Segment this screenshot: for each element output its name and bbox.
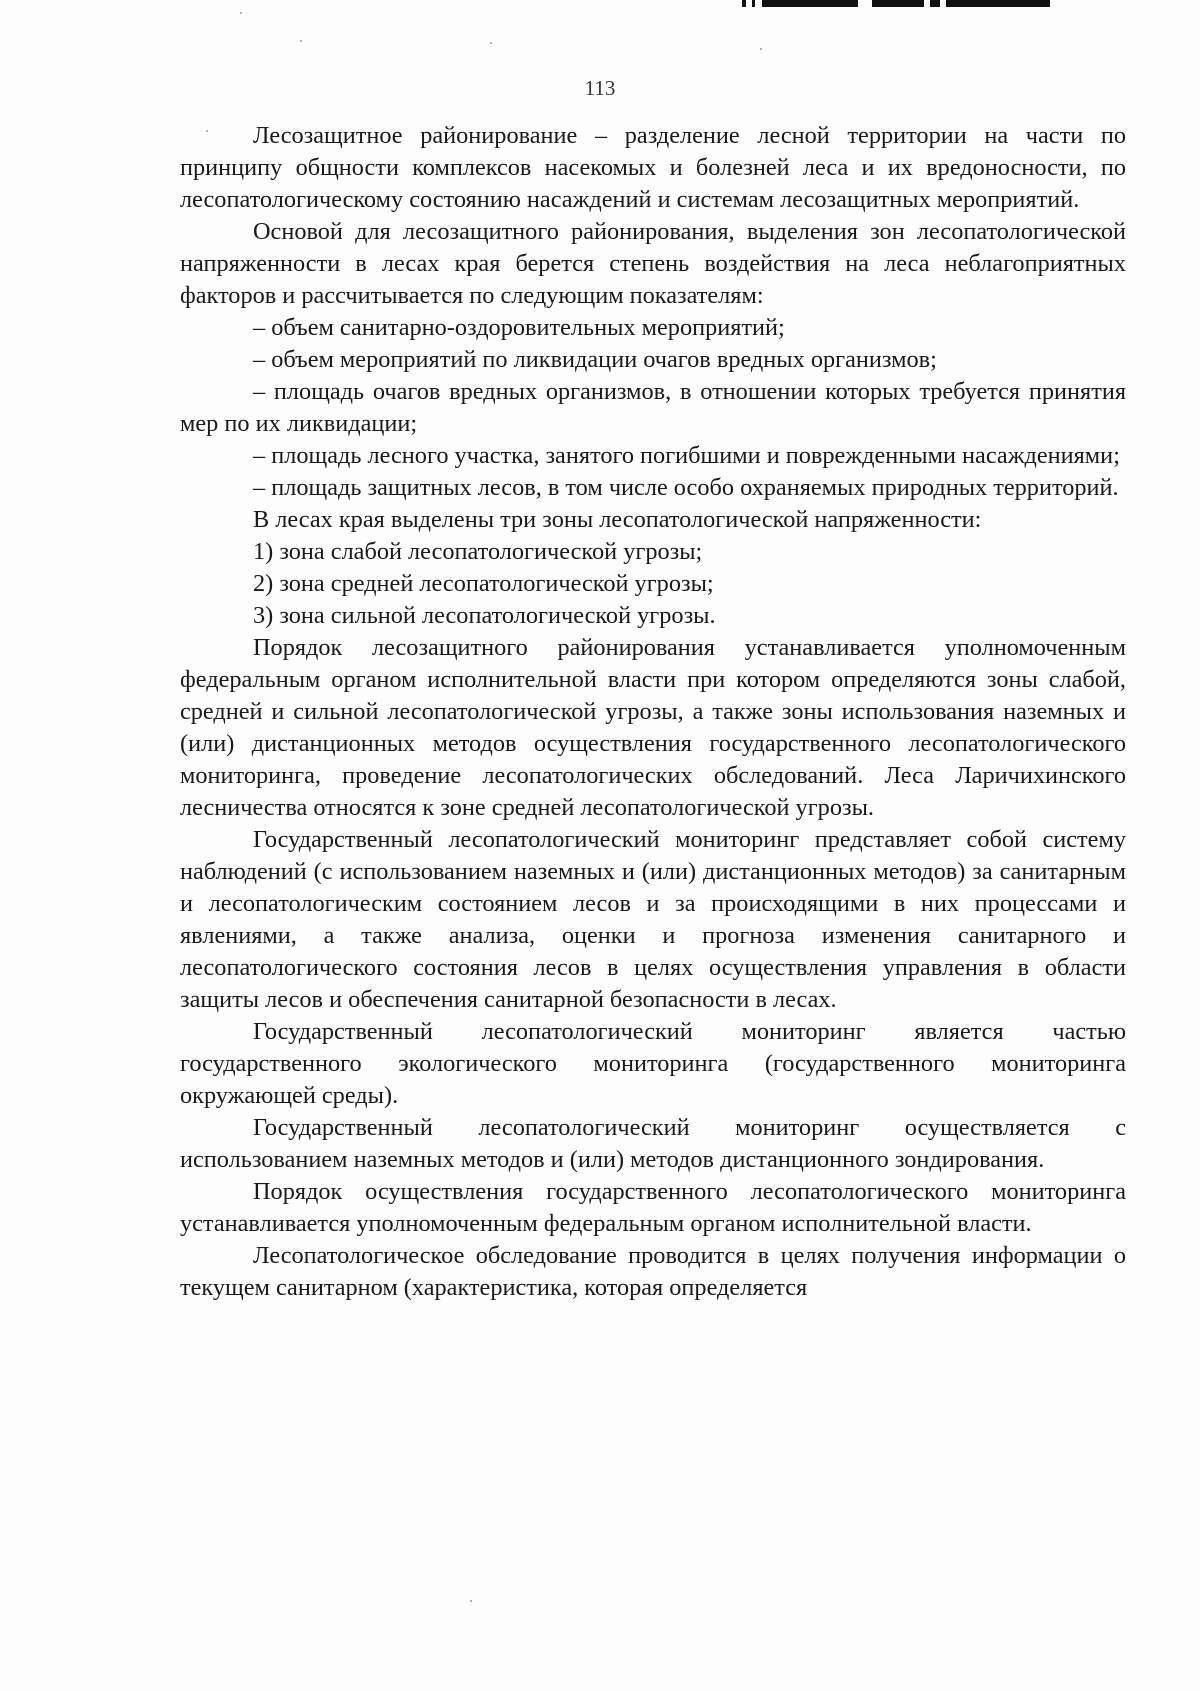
scan-artifact — [762, 0, 858, 7]
scan-artifact — [872, 0, 924, 7]
list-item: – объем санитарно-оздоровительных мероприятий; — [253, 314, 785, 341]
scan-speck — [300, 40, 302, 42]
list-item: 2) зона средней лесопатологической угрозы; — [253, 570, 714, 597]
scan-speck — [760, 48, 762, 50]
scan-speck — [490, 42, 492, 44]
page-number: 113 — [584, 76, 616, 100]
paragraph: Лесозащитное районирование – разделение лесной территории на части по принципу общности комплексов насекомых и болезней леса и их вредоносности, по лесопатологическому состоянию насаждений и системам лесозащитных мероприятий. — [180, 122, 1126, 213]
paragraph: Основой для лесозащитного районирования, выделения зон лесопатологической напряженности в лесах края берется степень воздействия на леса неблагоприятных факторов и рассчитывается по следующим показателям: — [180, 218, 1126, 309]
document-body — [180, 120, 1126, 1304]
scan-speck — [470, 1600, 472, 1602]
scan-artifact — [946, 0, 1050, 7]
paragraph: В лесах края выделены три зоны лесопатологической напряженности: — [253, 506, 982, 533]
paragraph: Государственный лесопатологический мониторинг является частью государственного экологического мониторинга (государственного мониторинга окружающей среды). — [180, 1018, 1126, 1109]
list-item: – объем мероприятий по ликвидации очагов вредных организмов; — [253, 346, 937, 373]
scan-artifact — [742, 0, 746, 7]
list-item: 3) зона сильной лесопатологической угрозы. — [253, 602, 716, 629]
paragraph: Порядок лесозащитного районирования устанавливается уполномоченным федеральным органом исполнительной власти при котором определяются зоны слабой, средней и сильной лесопатологической угрозы, а также зоны использования наземных и (или) дистанционных методов осуществления государственного лесопатологического мониторинга, проведение лесопатологических обследований. Леса Ларичихинского лесничества относятся к зоне средней лесопатологической угрозы. — [180, 634, 1126, 821]
list-item: – площадь очагов вредных организмов, в отношении которых требуется принятия мер по их ликвидации; — [180, 378, 1126, 437]
paragraph: Лесопатологическое обследование проводится в целях получения информации о текущем санитарном (характеристика, которая определяется — [180, 1242, 1126, 1301]
list-item: – площадь лесного участка, занятого погибшими и поврежденными насаждениями; — [253, 442, 1120, 469]
paragraph: Порядок осуществления государственного лесопатологического мониторинга устанавливается уполномоченным федеральным органом исполнительной власти. — [180, 1178, 1126, 1237]
scan-speck — [240, 12, 242, 14]
list-item: 1) зона слабой лесопатологической угрозы; — [253, 538, 703, 565]
paragraph: Государственный лесопатологический мониторинг представляет собой систему наблюдений (с использованием наземных и (или) дистанционных методов) за санитарным и лесопатологическим состоянием лесов и за происходящими в них процессами и явлениями, а также анализа, оценки и прогноза изменения санитарного и лесопатологического состояния лесов в целях осуществления управления в области защиты лесов и обеспечения санитарной безопасности в лесах. — [180, 826, 1126, 1013]
paragraph: Государственный лесопатологический мониторинг осуществляется с использованием наземных методов и (или) методов дистанционного зондирования. — [180, 1114, 1126, 1173]
scan-artifact — [930, 0, 940, 7]
scan-artifact — [752, 0, 755, 7]
list-item: – площадь защитных лесов, в том числе особо охраняемых природных территорий. — [253, 474, 1119, 501]
